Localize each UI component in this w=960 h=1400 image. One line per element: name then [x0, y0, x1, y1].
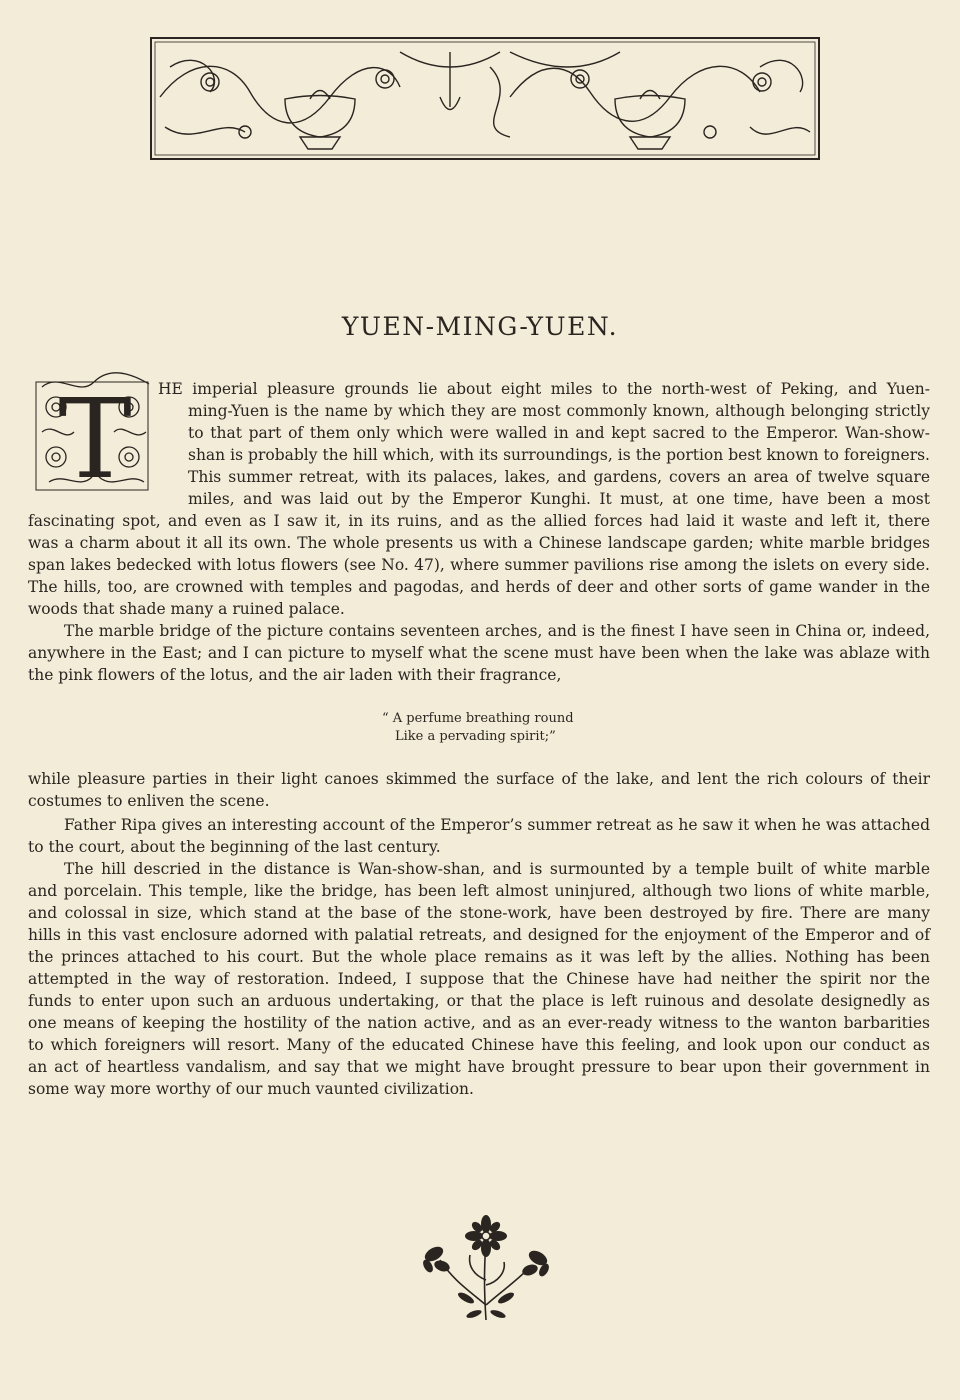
text-line: funds to enter upon such an arduous undertaking, or that the place is left ruinous and desolate designedly as: [28, 992, 930, 1010]
text-line: span lakes bedecked with lotus flowers (see No. 47), where summer pavilions rise among the islets on every side.: [28, 556, 930, 574]
page-title: YUEN-MING-YUEN.: [341, 312, 619, 341]
paragraph-5: [28, 858, 930, 1100]
text-line: fascinating spot, and even as I saw it, in its ruins, and as the allied forces had laid it waste and left it, there: [28, 512, 930, 530]
text-line: an act of heartless vandalism, and say that we might have brought pressure to bear upon their government in: [28, 1058, 930, 1076]
text-line: shan is probably the hill which, with its surroundings, is the portion best known to foreigners.: [188, 446, 930, 464]
text-line: and colossal in size, which stand at the base of the stone-work, have been destroyed by fire. There are many: [28, 904, 930, 922]
quote-line: “ A perfume breathing round: [382, 711, 574, 726]
text-line: HE imperial pleasure grounds lie about eight miles to the north-west of Peking, and Yuen-: [158, 380, 930, 398]
text-line: The hills, too, are crowned with temples and pagodas, and herds of deer and other sorts of game wander in the: [28, 578, 930, 596]
text-line: attempted in the way of restoration. Indeed, I suppose that the Chinese have had neither the spirit nor the: [28, 970, 930, 988]
paragraph-2: [28, 620, 930, 686]
text-line: was a charm about it all its own. The whole presents us with a Chinese landscape garden; white marble bridges: [28, 534, 930, 552]
text-line: while pleasure parties in their light canoes skimmed the surface of the lake, and lent the rich colours of their: [28, 770, 930, 788]
text-line: anywhere in the East; and I can picture to myself what the scene must have been when the lake was ablaze with: [28, 644, 930, 662]
dropcap-letter: T: [58, 375, 132, 494]
text-line: some way more worthy of our much vaunted civilization.: [28, 1080, 474, 1098]
text-line: to the court, about the beginning of the last century.: [28, 838, 441, 856]
paragraph-1: [28, 378, 930, 620]
ornamental-banner-icon: [150, 37, 820, 160]
text-line: The marble bridge of the picture contains seventeen arches, and is the finest I have seen in China or, indeed,: [64, 622, 930, 640]
text-line: ming-Yuen is the name by which they are most commonly known, although belonging strictly: [188, 402, 930, 420]
text-line: to which foreigners will resort. Many of the educated Chinese have this feeling, and look upon our conduct as: [28, 1036, 930, 1054]
paragraph-4: [28, 814, 930, 858]
text-line: miles, and was laid out by the Emperor Kunghi. It must, at one time, have been a most: [188, 490, 930, 508]
paragraph-3: [28, 768, 930, 812]
text-line: This summer retreat, with its palaces, lakes, and gardens, covers an area of twelve square: [188, 468, 930, 486]
flower-sprig-icon: [418, 1210, 554, 1322]
text-line: and porcelain. This temple, like the bridge, has been left almost uninjured, although two lions of white marble,: [28, 882, 930, 900]
text-line: costumes to enliven the scene.: [28, 792, 270, 810]
verse-quote: [382, 710, 574, 746]
text-line: Father Ripa gives an interesting account of the Emperor’s summer retreat as he saw it when he was attached: [64, 816, 930, 834]
quote-line: Like a pervading spirit;”: [395, 729, 556, 744]
text-line: the princes attached to his court. But the whole place remains as it was left by the allies. Nothing has been: [28, 948, 930, 966]
text-line: the pink flowers of the lotus, and the air laden with their fragrance,: [28, 666, 562, 684]
text-line: one means of keeping the hostility of the nation active, and as an ever-ready witness to the wanton barbarities: [28, 1014, 930, 1032]
text-line: woods that shade many a ruined palace.: [28, 600, 345, 618]
text-line: to that part of them only which were walled in and kept sacred to the Emperor. Wan-show-: [188, 424, 930, 442]
text-line: The hill descried in the distance is Wan-show-shan, and is surmounted by a temple built of white marble: [64, 860, 930, 878]
text-line: hills in this vast enclosure adorned with palatial retreats, and designed for the enjoyment of the Emperor and of: [28, 926, 930, 944]
